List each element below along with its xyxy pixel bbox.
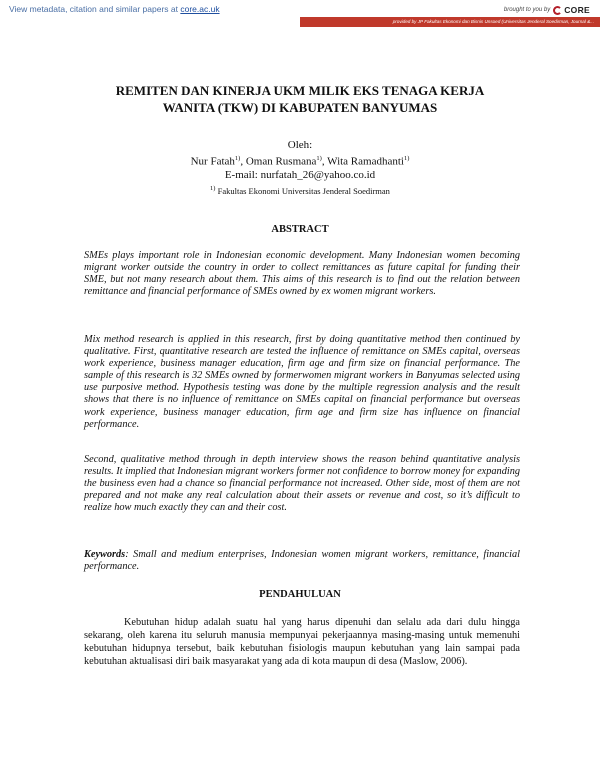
author-name: Wita Ramadhanti [327, 155, 404, 168]
author-list: Nur Fatah$^{1)}$, Oman Rusmana$^{1)}$, Wita Ramadhanti$^{1)}$ [190, 155, 410, 168]
title-line-2: WANITA (TKW) DI KABUPATEN BANYUMAS [162, 100, 438, 115]
author-affil-sup: 1) [316, 155, 322, 163]
core-metadata-link-line [9, 4, 220, 14]
keywords-label: Keywords [84, 549, 126, 560]
abstract-heading: ABSTRACT [271, 224, 329, 235]
keywords-text: : Small and medium enterprises, Indonesian women migrant workers, remittance, financial performance. [84, 549, 520, 573]
core-link-prefix: View metadata, citation and similar papers at [9, 4, 181, 14]
abstract-paragraph-3: Second, qualitative method through in depth interview shows the reason behind quantitative analysis results. It implied that Indonesian migrant workers former not confidence to borrow money for expanding the business even had a chance so financial performance not increased. Other side, most of them are not prepared and not make any real calculation about their assets or revenue and cost, so it’s difficult to realize how much exactly they can and their cost. [84, 454, 520, 514]
affiliation [100, 182, 500, 198]
keywords [84, 549, 520, 573]
intro-heading: PENDAHULUAN [259, 589, 341, 600]
abstract-paragraph-1: SMEs plays important role in Indonesian economic development. Many Indonesian women becoming migrant worker outside the country in order to collect remittances as future capital for funding their SME, but not many research about them. This aims of this research is to find out the relation between remittance and financial performance of SMEs owned by ex women migrant workers. [84, 250, 520, 298]
core-brought-by: brought to you by [503, 7, 551, 13]
affiliation-sup: 1) [210, 185, 216, 193]
by-label: Oleh: [287, 139, 313, 151]
core-brand-name: CORE [564, 5, 590, 15]
paper-title [60, 82, 540, 116]
abstract-paragraph-2: Mix method research is applied in this research, first by doing quantitative method then continued by qualitative. First, quantitative research are tested the influence of remittance on SMEs capital, overseas work experience, business manager education, firm age and firm size on financial performance. The sample of this research is 32 SMEs owned by formerwomen migrant workers in Banyumas selected using use purposive method. Hypothesis testing was done by the multiple regression analysis and the result shows that there is no influence of remittance on SMEs capital on financial performance but overseas work experience, business manager education, firm age and firm size has influence on financial performance. [84, 334, 520, 430]
intro-paragraph-1: Kebutuhan hidup adalah suatu hal yang harus dipenuhi dan selalu ada dari dulu hingga sekarang, oleh karena itu seluruh manusia mempunyai pekerjaannya masing-masing untuk memenuhi kebutuhan hidupnya tersebut, baik kebutuhan fisiologis maupun kebutuhan yang lain sampai pada kebutuhan aktualisasi diri baik masyarakat yang ada di kota maupun di desa (Maslow, 2006). [84, 617, 520, 667]
author-name: Oman Rusmana [245, 155, 317, 168]
core-brand[interactable] [504, 5, 590, 15]
title-line-1: REMITEN DAN KINERJA UKM MILIK EKS TENAGA KERJA [115, 83, 485, 98]
author-name: Nur Fatah [190, 155, 235, 168]
core-link[interactable]: core.ac.uk [180, 4, 220, 14]
core-logo-icon [553, 6, 562, 15]
provided-by-strip[interactable]: provided by JP Fakultas Ekonomi dan Bisnis Unsoed (Universitas Jenderal Soedirman, Journal &... [300, 17, 600, 27]
author-block [100, 139, 500, 198]
affiliation-text: Fakultas Ekonomi Universitas Jenderal Soedirman [217, 186, 390, 197]
core-banner [0, 0, 600, 29]
author-affil-sup: 1) [234, 155, 241, 163]
author-affil-sup: 1) [403, 155, 410, 163]
author-email: E-mail: nurfatah_26@yahoo.co.id [224, 169, 376, 182]
